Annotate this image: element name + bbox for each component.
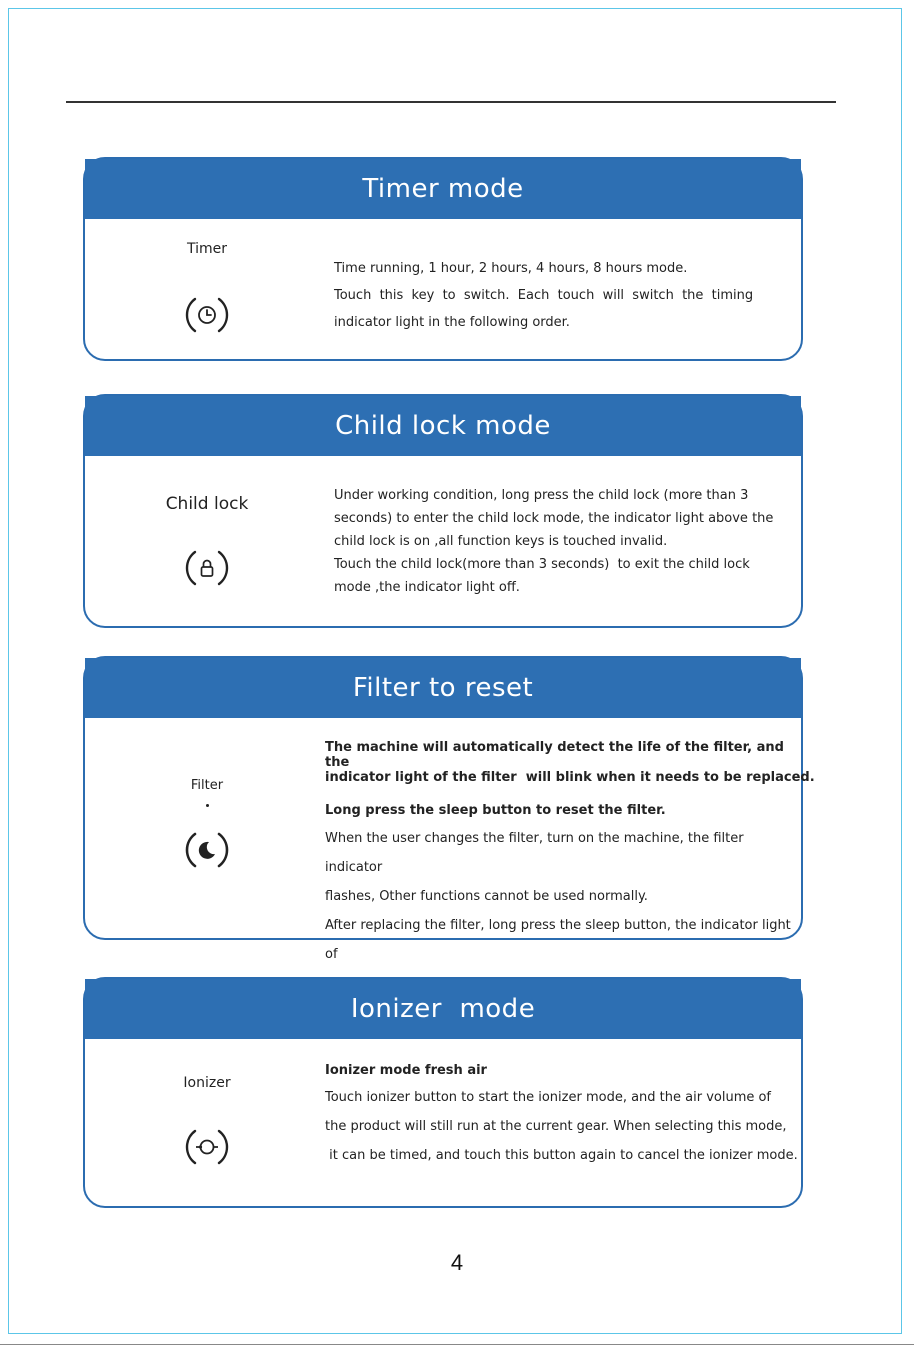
moon-icon bbox=[183, 826, 231, 874]
lock-icon bbox=[183, 544, 231, 592]
child-lock-line-5: mode ,the indicator light off. bbox=[334, 580, 520, 595]
filter-line-2: flashes, Other functions cannot be used normally. bbox=[325, 889, 648, 904]
filter-line-3: After replacing the filter, long press the sleep button, the indicator light of bbox=[325, 918, 791, 962]
child-lock-key-label: Child lock bbox=[165, 494, 249, 514]
top-rule bbox=[66, 101, 836, 103]
timer-card-title: Timer mode bbox=[85, 159, 801, 219]
page-number: 4 bbox=[450, 1250, 464, 1275]
filter-card-title: Filter to reset bbox=[85, 658, 801, 718]
child-lock-card-title: Child lock mode bbox=[85, 396, 801, 456]
child-lock-description bbox=[334, 484, 784, 599]
timer-description bbox=[334, 255, 764, 336]
filter-bold-line-1: The machine will automatically detect the life of the filter, and the bbox=[325, 740, 784, 770]
clock-icon bbox=[183, 291, 231, 339]
timer-card bbox=[83, 157, 803, 361]
ionizer-key-label: Ionizer bbox=[183, 1075, 231, 1091]
ionizer-line-3: it can be timed, and touch this button again to cancel the ionizer mode. bbox=[325, 1148, 798, 1163]
timer-line-1: Time running, 1 hour, 2 hours, 4 hours, 8 hours mode. bbox=[334, 261, 688, 276]
ionizer-line-2: the product will still run at the current gear. When selecting this mode, bbox=[325, 1119, 787, 1134]
child-lock-line-3: child lock is on ,all function keys is touched invalid. bbox=[334, 534, 668, 549]
filter-line-1: When the user changes the filter, turn on the machine, the filter indicator bbox=[325, 831, 744, 875]
filter-description bbox=[325, 740, 815, 998]
filter-card bbox=[83, 656, 815, 962]
filter-key-label: Filter bbox=[190, 778, 224, 793]
child-lock-line-4: Touch the child lock(more than 3 seconds) to exit the child lock bbox=[334, 557, 750, 572]
filter-subheading: Long press the sleep button to reset the filter. bbox=[325, 803, 666, 818]
ionizer-icon bbox=[183, 1123, 231, 1171]
ionizer-card bbox=[83, 977, 803, 1208]
bottom-rule bbox=[0, 1344, 914, 1345]
filter-indicator-dot bbox=[206, 804, 209, 807]
ionizer-card-title: Ionizer mode bbox=[85, 979, 801, 1039]
child-lock-card bbox=[83, 394, 803, 628]
filter-bold-line-2: indicator light of the filter will blink when it needs to be replaced. bbox=[325, 770, 815, 785]
timer-line-3: indicator light in the following order. bbox=[334, 315, 570, 330]
timer-key-label: Timer bbox=[186, 241, 228, 257]
child-lock-line-1: Under working condition, long press the child lock (more than 3 bbox=[334, 488, 749, 503]
ionizer-line-1: Touch ionizer button to start the ionizer mode, and the air volume of bbox=[325, 1090, 772, 1105]
ionizer-description bbox=[325, 1063, 801, 1170]
ionizer-subheading: Ionizer mode fresh air bbox=[325, 1063, 487, 1078]
timer-line-2: Touch this key to switch. Each touch will switch the timing bbox=[334, 288, 754, 303]
child-lock-line-2: seconds) to enter the child lock mode, the indicator light above the bbox=[334, 511, 774, 526]
